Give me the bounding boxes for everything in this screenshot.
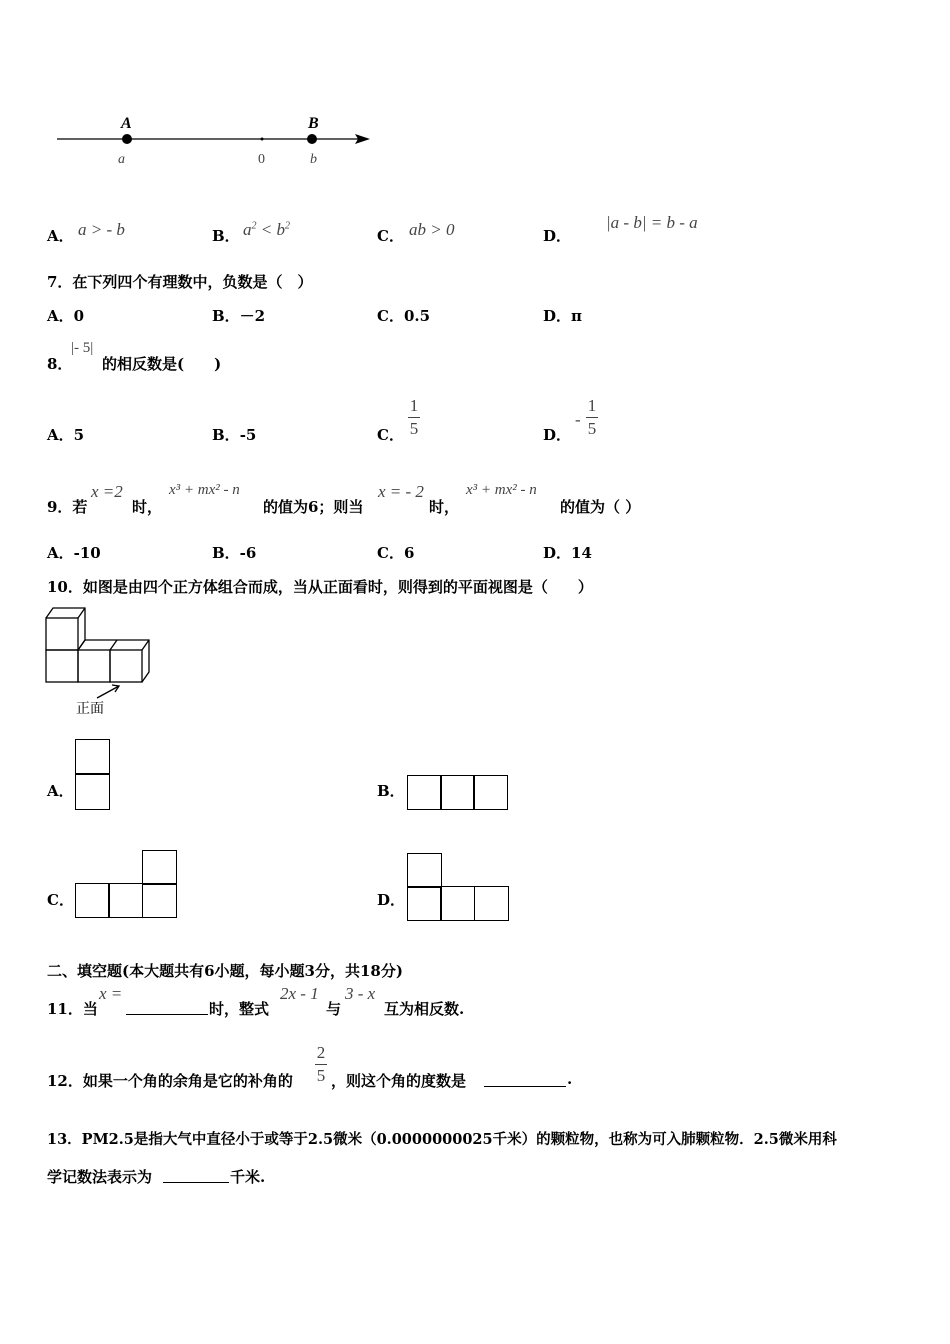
zero-tick — [261, 138, 264, 141]
q9-eq2: x = - 2 — [378, 482, 424, 501]
q12-answer-blank[interactable] — [484, 1072, 566, 1087]
q6-option-b-expr: $a^2 < b^2$ — [243, 220, 290, 239]
q9-text4: 的值为（ ） — [560, 498, 641, 516]
square — [75, 773, 110, 810]
q10-option-a-letter: A． — [47, 782, 74, 800]
square — [142, 850, 177, 885]
label-b: b — [310, 152, 317, 167]
q13-line2-a: 学记数法表示为 — [47, 1168, 153, 1186]
square — [75, 883, 110, 918]
q11-expr1: 2x - 1 — [280, 984, 319, 1003]
q8-option-b: B．-5 — [212, 426, 257, 444]
q11-text1: 时，整式 — [209, 1000, 270, 1018]
label-zero: 0 — [258, 152, 265, 167]
q9-text2: 的值为6；则当 — [263, 498, 364, 516]
q8-abs-expr: |- 5| — [71, 340, 94, 356]
square — [108, 883, 143, 918]
q6-option-c-letter: C． — [377, 227, 404, 245]
q10-option-c-letter: C． — [47, 891, 74, 909]
q12-stem: 12．如果一个角的余角是它的补角的 — [47, 1072, 293, 1090]
q11-answer-blank[interactable] — [126, 1000, 208, 1015]
q8-number: 8． — [47, 355, 73, 373]
point-b-dot — [307, 134, 317, 144]
q8-option-d-sign: - — [575, 410, 581, 429]
square — [474, 886, 509, 921]
q10-option-d-letter: D． — [377, 891, 406, 909]
q8-option-a: A．5 — [47, 426, 85, 444]
q7-option-c: C．0.5 — [377, 307, 431, 325]
q7-option-a: A．0 — [47, 307, 85, 325]
q9-option-b: B．-6 — [212, 544, 257, 562]
number-line-figure — [50, 108, 380, 176]
q12-fraction: 2 5 — [316, 1043, 326, 1085]
q6-option-d-expr: |a - b| = b - a — [606, 213, 698, 232]
q9-eq1: x =2 — [91, 482, 123, 501]
square — [75, 739, 110, 775]
q13-line2-b: 千米. — [230, 1168, 266, 1186]
q8-option-c-letter: C． — [377, 426, 404, 444]
q6-option-a-expr: a > - b — [78, 220, 125, 239]
point-a-dot — [122, 134, 132, 144]
q10-stem: 10．如图是由四个正方体组合而成，当从正面看时，则得到的平面视图是（ ） — [47, 578, 593, 596]
q9-poly1: x³ + mx² - n — [169, 482, 240, 498]
q9-option-d: D．14 — [543, 544, 592, 562]
q10-front-label: 正面 — [76, 701, 104, 717]
q11-text3: 互为相反数. — [384, 1000, 465, 1018]
q6-option-c-expr: ab > 0 — [409, 220, 455, 239]
q6-option-b-letter: B． — [212, 227, 240, 245]
point-a-label: A — [121, 115, 132, 132]
square — [407, 853, 442, 888]
q9-text3: 时， — [429, 498, 460, 516]
q13-line1: 13．PM2.5是指大气中直径小于或等于2.5微米（0.0000000025千米）的颗粒物，也称为可入肺颗粒物．2.5微米用科 — [47, 1131, 837, 1148]
q7-option-d: D．π — [543, 307, 582, 325]
q6-option-a-letter: A． — [47, 227, 74, 245]
q12-end: . — [567, 1070, 573, 1088]
q8-option-d-fraction: 1 5 — [587, 396, 597, 438]
q10-option-b-letter: B． — [377, 782, 405, 800]
q8-option-d-letter: D． — [543, 426, 572, 444]
q9-text1: 时， — [132, 498, 163, 516]
q6-option-d-letter: D． — [543, 227, 572, 245]
q12-rest: ，则这个角的度数是 — [331, 1072, 467, 1090]
q11-expr2: 3 - x — [345, 984, 376, 1003]
q10-cube-figure — [40, 600, 165, 720]
label-a: a — [118, 152, 125, 167]
q7-option-b: B．－2 — [212, 307, 266, 325]
q8-stem: 的相反数是( ) — [102, 355, 222, 373]
q11-text2: 与 — [326, 1000, 342, 1018]
square — [142, 883, 177, 918]
q11-number: 11．当 — [47, 1000, 98, 1018]
q8-option-c-fraction: 1 5 — [409, 396, 419, 438]
square — [473, 775, 508, 810]
q7-stem: 7．在下列四个有理数中，负数是（ ） — [47, 273, 313, 291]
point-b-label: B — [308, 115, 319, 132]
q9-option-c: C．6 — [377, 544, 415, 562]
q11-eq: x = — [99, 984, 123, 1003]
square — [407, 886, 442, 921]
q9-poly2: x³ + mx² - n — [466, 482, 537, 498]
q9-number: 9．若 — [47, 498, 88, 516]
q9-option-a: A．-10 — [47, 544, 101, 562]
q13-answer-blank[interactable] — [163, 1168, 229, 1183]
square — [407, 775, 442, 810]
square — [440, 775, 475, 810]
square — [440, 886, 475, 921]
section-2-title: 二、填空题(本大题共有6小题，每小题3分，共18分) — [47, 962, 403, 980]
